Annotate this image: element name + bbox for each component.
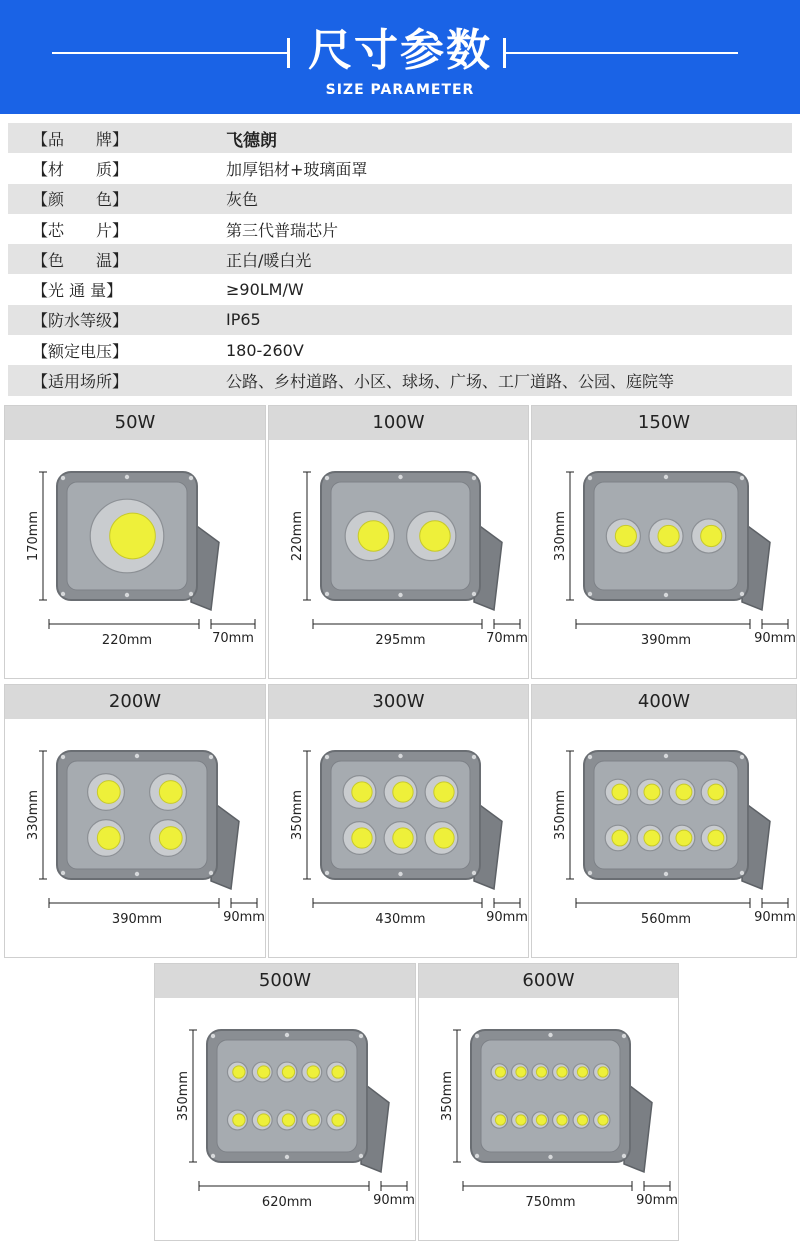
- height-label: 350mm: [290, 789, 305, 841]
- product-card-300w: [268, 684, 529, 958]
- floodlight-illustration: [5, 440, 265, 678]
- product-power-label: 400W: [532, 685, 796, 719]
- screw-icon: [472, 592, 476, 596]
- lamp-panel: [67, 761, 207, 869]
- led-chip-icon: [434, 828, 454, 848]
- screw-icon: [740, 476, 744, 480]
- led-chip-icon: [282, 1114, 294, 1126]
- spec-row-color: [8, 184, 792, 214]
- led-chip-icon: [598, 1067, 608, 1077]
- led-chip-icon: [307, 1114, 319, 1126]
- led-chip-icon: [495, 1067, 505, 1077]
- screw-icon: [398, 593, 402, 597]
- screw-icon: [285, 1033, 289, 1037]
- spec-label: 【光 通 量】: [32, 281, 123, 301]
- spec-row-application: [8, 365, 792, 395]
- width-label: 750mm: [525, 1195, 576, 1210]
- led-chip-icon: [358, 521, 389, 552]
- lamp-panel: [594, 761, 738, 869]
- led-chip-icon: [557, 1115, 567, 1125]
- screw-icon: [398, 475, 402, 479]
- height-label: 350mm: [176, 1070, 191, 1122]
- spec-label: 【品 牌】: [32, 129, 129, 149]
- spec-value: 公路、乡村道路、小区、球场、广场、工厂道路、公园、庭院等: [226, 372, 675, 392]
- floodlight-illustration: [419, 998, 678, 1240]
- led-chip-icon: [97, 781, 120, 804]
- page-title: 尺寸参数: [308, 25, 492, 76]
- screw-icon: [211, 1034, 215, 1038]
- led-chip-icon: [644, 784, 660, 800]
- screw-icon: [61, 755, 65, 759]
- product-card-50w: [4, 405, 266, 679]
- led-chip-icon: [701, 525, 722, 546]
- screw-icon: [359, 1034, 363, 1038]
- screw-icon: [588, 476, 592, 480]
- spec-row-color-temp: [8, 244, 792, 274]
- led-chip-icon: [536, 1067, 546, 1077]
- width-label: 430mm: [375, 912, 426, 927]
- led-chip-icon: [676, 784, 692, 800]
- screw-icon: [622, 1154, 626, 1158]
- screw-icon: [61, 592, 65, 596]
- led-chip-icon: [612, 830, 628, 846]
- spec-label: 【颜 色】: [32, 190, 129, 210]
- spec-label: 【适用场所】: [32, 372, 129, 392]
- height-label: 330mm: [26, 789, 41, 841]
- screw-icon: [472, 871, 476, 875]
- product-power-label: 500W: [155, 964, 415, 998]
- led-chip-icon: [110, 513, 156, 559]
- led-chip-icon: [612, 784, 628, 800]
- screw-icon: [664, 475, 668, 479]
- width-label: 620mm: [261, 1195, 313, 1210]
- spec-value: 灰色: [226, 190, 259, 210]
- screw-icon: [189, 476, 193, 480]
- screw-icon: [664, 754, 668, 758]
- floodlight-illustration: [532, 719, 796, 957]
- depth-label: 70mm: [486, 631, 528, 646]
- product-card-500w: [154, 963, 416, 1241]
- depth-label: 70mm: [212, 631, 254, 646]
- led-chip-icon: [598, 1115, 608, 1125]
- depth-label: 90mm: [373, 1193, 415, 1208]
- screw-icon: [588, 871, 592, 875]
- led-chip-icon: [332, 1066, 344, 1078]
- width-label: 220mm: [101, 633, 153, 648]
- screw-icon: [475, 1154, 479, 1158]
- led-chip-icon: [258, 1066, 270, 1078]
- led-chip-icon: [708, 830, 724, 846]
- led-chip-icon: [159, 827, 182, 850]
- floodlight-illustration: [269, 719, 528, 957]
- screw-icon: [359, 1154, 363, 1158]
- screw-icon: [189, 592, 193, 596]
- product-card-200w: [4, 684, 266, 958]
- spec-row-luminous-flux: [8, 274, 792, 304]
- floodlight-illustration: [155, 998, 415, 1240]
- spec-label: 【色 温】: [32, 250, 129, 270]
- height-label: 220mm: [290, 510, 305, 562]
- width-label: 295mm: [375, 633, 426, 648]
- product-card-600w: [418, 963, 679, 1241]
- screw-icon: [61, 871, 65, 875]
- product-power-label: 200W: [5, 685, 265, 719]
- height-label: 170mm: [26, 510, 41, 562]
- depth-label: 90mm: [486, 910, 528, 925]
- led-chip-icon: [536, 1115, 546, 1125]
- led-chip-icon: [516, 1067, 526, 1077]
- spec-value: ≥90LM/W: [226, 280, 304, 300]
- led-chip-icon: [352, 782, 372, 802]
- led-chip-icon: [282, 1066, 294, 1078]
- led-chip-icon: [393, 828, 413, 848]
- screw-icon: [325, 871, 329, 875]
- screw-icon: [398, 872, 402, 876]
- height-label: 330mm: [553, 510, 568, 562]
- screw-icon: [61, 476, 65, 480]
- led-chip-icon: [420, 521, 451, 552]
- product-power-label: 50W: [5, 406, 265, 440]
- spec-value: 180-260V: [226, 340, 304, 360]
- screw-icon: [588, 755, 592, 759]
- spec-value: 飞德朗: [226, 130, 277, 151]
- page-subtitle: SIZE PARAMETER: [325, 82, 475, 98]
- spec-label: 【材 质】: [32, 159, 129, 179]
- led-chip-icon: [676, 830, 692, 846]
- screw-icon: [325, 476, 329, 480]
- floodlight-illustration: [532, 440, 796, 678]
- screw-icon: [664, 593, 668, 597]
- led-chip-icon: [557, 1067, 567, 1077]
- led-chip-icon: [577, 1115, 587, 1125]
- led-chip-icon: [644, 830, 660, 846]
- led-chip-icon: [233, 1114, 245, 1126]
- led-chip-icon: [434, 782, 454, 802]
- spec-row-material: [8, 153, 792, 183]
- screw-icon: [125, 475, 129, 479]
- width-label: 560mm: [640, 912, 692, 927]
- led-chip-icon: [577, 1067, 587, 1077]
- spec-row-waterproof: [8, 305, 792, 335]
- screw-icon: [740, 592, 744, 596]
- screw-icon: [475, 1034, 479, 1038]
- led-chip-icon: [307, 1066, 319, 1078]
- spec-row-voltage: [8, 335, 792, 365]
- screw-icon: [548, 1155, 552, 1159]
- product-card-150w: [531, 405, 797, 679]
- product-card-100w: [268, 405, 529, 679]
- spec-row-brand: [8, 123, 792, 153]
- depth-label: 90mm: [223, 910, 265, 925]
- led-chip-icon: [332, 1114, 344, 1126]
- screw-icon: [325, 755, 329, 759]
- width-label: 390mm: [111, 912, 163, 927]
- width-label: 390mm: [640, 633, 692, 648]
- led-chip-icon: [495, 1115, 505, 1125]
- led-chip-icon: [159, 781, 182, 804]
- led-chip-icon: [97, 827, 120, 850]
- screw-icon: [622, 1034, 626, 1038]
- screw-icon: [135, 754, 139, 758]
- spec-value: 加厚铝材+玻璃面罩: [226, 159, 368, 179]
- spec-table: [8, 123, 792, 396]
- screw-icon: [740, 755, 744, 759]
- screw-icon: [398, 754, 402, 758]
- header-banner: [0, 0, 800, 114]
- screw-icon: [664, 872, 668, 876]
- height-label: 350mm: [553, 789, 568, 841]
- lamp-panel: [217, 1040, 357, 1152]
- spec-label: 【芯 片】: [32, 220, 129, 240]
- spec-label: 【防水等级】: [32, 311, 129, 331]
- screw-icon: [211, 1154, 215, 1158]
- lamp-panel: [481, 1040, 620, 1152]
- screw-icon: [209, 871, 213, 875]
- depth-label: 90mm: [754, 631, 796, 646]
- spec-value: IP65: [226, 310, 261, 330]
- spec-value: 正白/暖白光: [226, 250, 312, 270]
- screw-icon: [740, 871, 744, 875]
- depth-label: 90mm: [754, 910, 796, 925]
- led-chip-icon: [615, 525, 636, 546]
- screw-icon: [548, 1033, 552, 1037]
- screw-icon: [472, 755, 476, 759]
- spec-row-chip: [8, 214, 792, 244]
- product-power-label: 100W: [269, 406, 528, 440]
- product-power-label: 300W: [269, 685, 528, 719]
- spec-value: 第三代普瑞芯片: [226, 220, 339, 240]
- screw-icon: [209, 755, 213, 759]
- screw-icon: [588, 592, 592, 596]
- led-chip-icon: [708, 784, 724, 800]
- screw-icon: [285, 1155, 289, 1159]
- screw-icon: [135, 872, 139, 876]
- led-chip-icon: [233, 1066, 245, 1078]
- led-chip-icon: [393, 782, 413, 802]
- screw-icon: [325, 592, 329, 596]
- screw-icon: [472, 476, 476, 480]
- product-power-label: 150W: [532, 406, 796, 440]
- floodlight-illustration: [269, 440, 528, 678]
- product-card-400w: [531, 684, 797, 958]
- product-power-label: 600W: [419, 964, 678, 998]
- height-label: 350mm: [440, 1070, 455, 1122]
- led-chip-icon: [658, 525, 679, 546]
- spec-label: 【额定电压】: [32, 341, 129, 361]
- led-chip-icon: [352, 828, 372, 848]
- depth-label: 90mm: [636, 1193, 678, 1208]
- screw-icon: [125, 593, 129, 597]
- led-chip-icon: [258, 1114, 270, 1126]
- led-chip-icon: [516, 1115, 526, 1125]
- floodlight-illustration: [5, 719, 265, 957]
